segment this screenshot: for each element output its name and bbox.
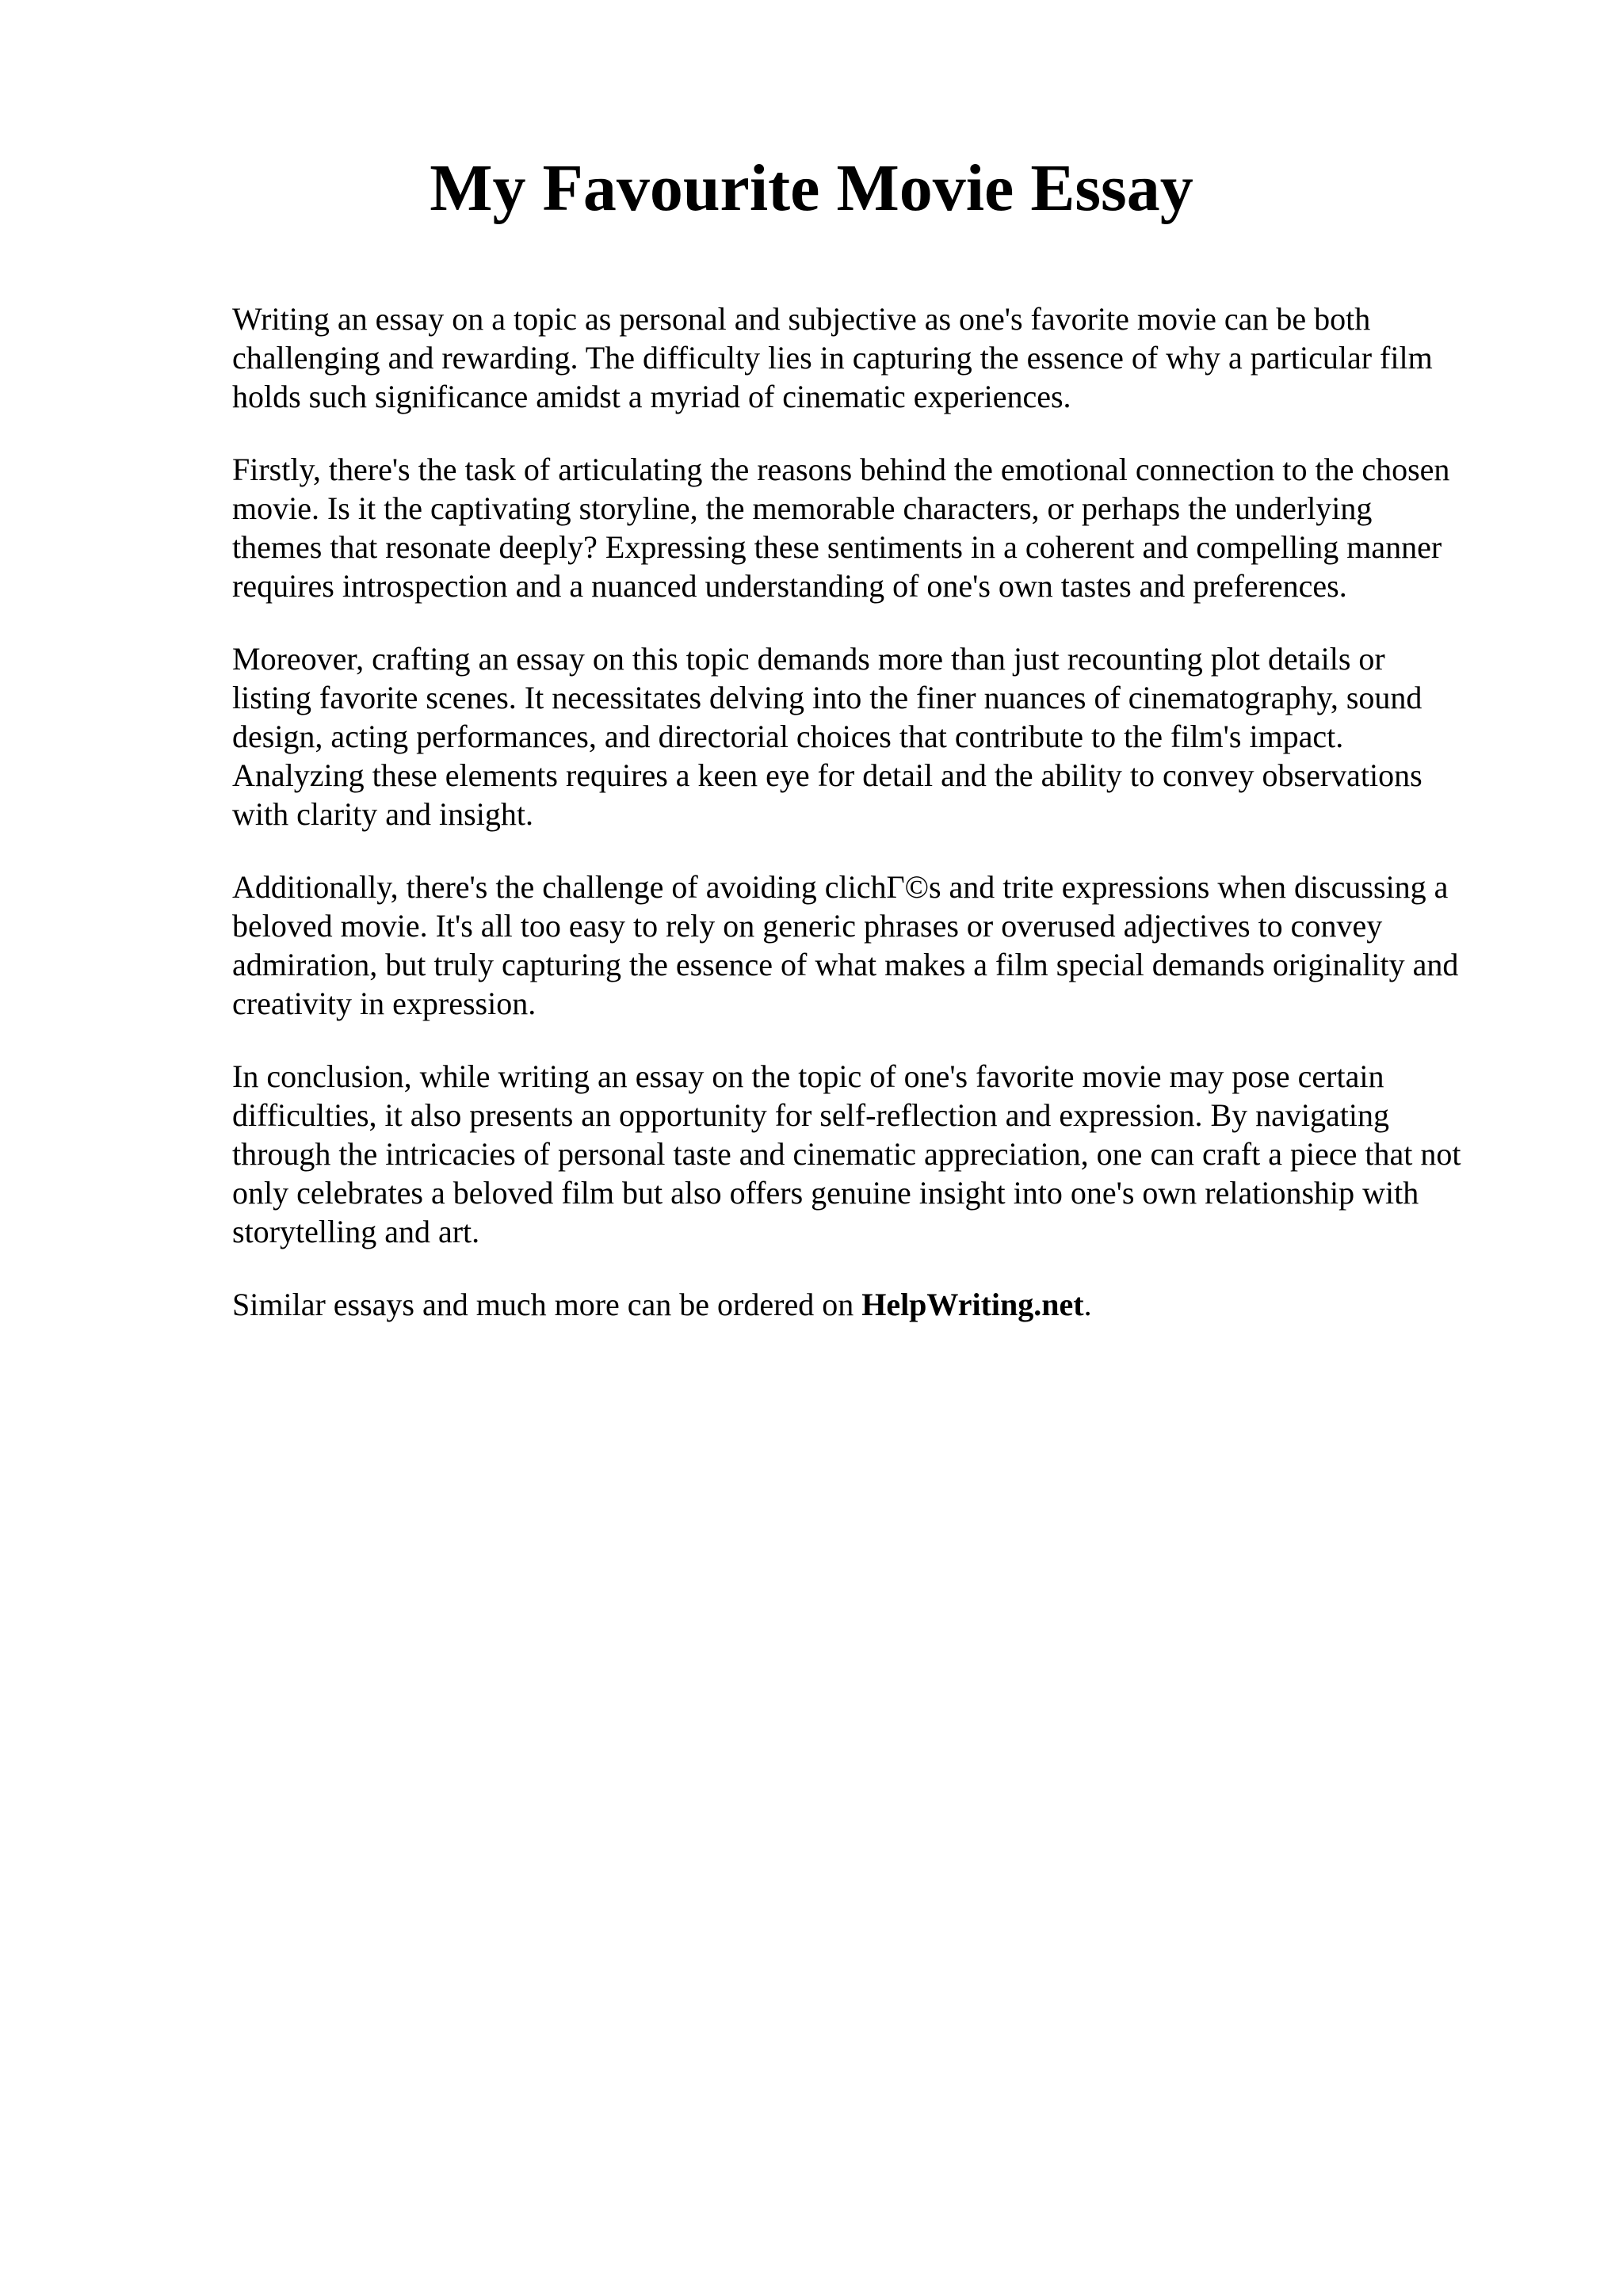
paragraph-line: requires introspection and a nuanced understanding of one's own tastes and preferences. [232,568,1347,604]
paragraph-line: challenging and rewarding. The difficulty lies in capturing the essence of why a particular film [232,340,1433,376]
paragraph-line: through the intricacies of personal taste and cinematic appreciation, one can craft a piece that not [232,1136,1461,1172]
paragraph-line: design, acting performances, and directorial choices that contribute to the film's impact. [232,719,1344,754]
paragraph-line: admiration, but truly capturing the essence of what makes a film special demands originality and [232,947,1459,982]
page-title: My Favourite Movie Essay [430,151,1193,225]
footer-suffix: . [1083,1287,1092,1322]
footer-line [232,1285,1516,1324]
paragraph-2 [232,450,1516,605]
paragraph-line: holds such significance amidst a myriad of cinematic experiences. [232,379,1071,414]
paragraph-line: Writing an essay on a topic as personal and subjective as one's favorite movie can be both [232,301,1371,337]
paragraph-line: In conclusion, while writing an essay on the topic of one's favorite movie may pose certain [232,1058,1384,1094]
paragraph-3 [232,639,1516,833]
paragraph-line: storytelling and art. [232,1214,480,1249]
paragraph-4 [232,868,1516,1023]
paragraph-line: creativity in expression. [232,986,537,1021]
essay-body [232,299,1516,1358]
helpwriting-link[interactable]: HelpWriting.net [861,1287,1084,1322]
paragraph-line: themes that resonate deeply? Expressing these sentiments in a coherent and compelling manner [232,529,1442,565]
paragraph-5 [232,1057,1516,1251]
paragraph-line: beloved movie. It's all too easy to rely on generic phrases or overused adjectives to convey [232,908,1383,944]
paragraph-line: only celebrates a beloved film but also offers genuine insight into one's own relationship with [232,1175,1419,1211]
paragraph-line: Moreover, crafting an essay on this topic demands more than just recounting plot details or [232,641,1385,677]
paragraph-line: Analyzing these elements requires a keen eye for detail and the ability to convey observations [232,757,1423,793]
paragraph-line: movie. Is it the captivating storyline, the memorable characters, or perhaps the underlying [232,490,1373,526]
footer-prefix: Similar essays and much more can be ordered on [232,1287,854,1322]
paragraph-line: Firstly, there's the task of articulating the reasons behind the emotional connection to the chosen [232,452,1450,487]
paragraph-line: difficulties, it also presents an opportunity for self-reflection and expression. By navigating [232,1097,1390,1133]
paragraph-line: listing favorite scenes. It necessitates delving into the finer nuances of cinematography, sound [232,680,1423,715]
paragraph-line: Additionally, there's the challenge of avoiding clichΓ©s and trite expressions when discussing a [232,869,1449,905]
paragraph-1 [232,299,1516,416]
paragraph-line: with clarity and insight. [232,796,533,832]
